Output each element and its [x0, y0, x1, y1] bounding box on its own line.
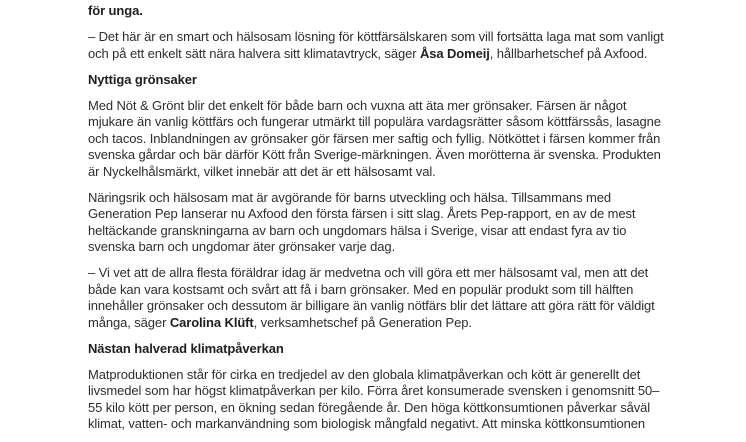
body-text: är Nyckelhålsmärkt, vilket innebär att det är ett hälsosamt val.: [88, 163, 436, 179]
text-line: [88, 400, 738, 417]
body-text: , hållbarhetschef på Axfood.: [489, 45, 648, 61]
text-line: [88, 223, 738, 240]
section-heading: [88, 72, 738, 89]
text-line: [88, 131, 738, 148]
section-heading: [88, 341, 738, 358]
text-line: [88, 298, 738, 315]
text-line: [88, 239, 738, 256]
body-text: 55 kilo kött per person, en ökning sedan föregående år. Den höga köttkonsumtionen påverkar såväl: [88, 399, 651, 415]
bold-text: för unga.: [88, 3, 143, 18]
body-text: , verksamhetschef på Generation Pep.: [253, 314, 472, 330]
body-text: innehåller grönsaker och dessutom är billigare än vanlig nötfärs blir det lättare att göra rätt för väldigt: [88, 298, 655, 313]
text-line: [88, 206, 738, 223]
body-text: Matproduktionen står för cirka en tredjedel av den globala klimatpåverkan och kött är generellt det: [88, 366, 641, 382]
text-line: [88, 164, 738, 181]
body-text: och på ett enkelt sätt nära halvera sitt klimatavtryck, säger: [88, 45, 420, 61]
body-text: heltäckande granskningarna av barn och ungdomars hälsa i Sverige, visar att endast fyra av tio: [88, 222, 627, 238]
paragraph: [88, 265, 738, 331]
body-text: Generation Pep lanserar nu Axfood den första färsen i sitt slag. Årets Pep-rapport, en av de mest: [88, 206, 636, 221]
text-line: [88, 190, 738, 207]
text-line: [88, 46, 738, 63]
bold-text: Carolina Klüft: [169, 314, 254, 330]
bold-text: Nyttiga grönsaker: [88, 71, 197, 87]
body-text: både kan vara kostsamt och svårt att få i barn grönsaker. Med en populär produkt som till hälften: [88, 281, 634, 297]
paragraph: [88, 367, 738, 433]
bold-text: Nästan halverad klimatpåverkan: [88, 340, 284, 356]
text-line: [88, 98, 738, 115]
text-line: [88, 367, 738, 384]
text-line: [88, 315, 738, 332]
body-text: svenska gårdar och bär därför Kött från Sverige-märkningen. Även morötterna är svenska. Produkten: [88, 147, 661, 162]
body-text: mjukare än vanlig köttfärs och fungerar utmärkt till populära vardagsrätter såsom köttfärssås, lasagne: [88, 114, 661, 129]
body-text: Näringsrik och hälsosam mat är avgörande för barns utveckling och hälsa. Tillsammans med: [88, 189, 611, 205]
text-line: [88, 3, 738, 20]
text-line: [88, 265, 738, 282]
body-text: – Det här är en smart och hälsosam lösning för köttfärsälskaren som vill fortsätta laga mat som vanligt: [88, 29, 664, 44]
text-line: [88, 29, 738, 46]
body-text: klimat, vatten- och markanvändning som biologisk mångfald negativt. Att minska köttkonsumtionen: [88, 416, 646, 431]
text-line: [88, 282, 738, 299]
body-text: och tacos. Inblandningen av grönsaker gör färsen mer saftig och fyllig. Nötköttet i färsen kommer från: [88, 130, 661, 146]
text-line: [88, 147, 738, 164]
text-line: [88, 341, 738, 358]
bold-text: Åsa Domeij: [419, 45, 490, 61]
text-line: [88, 114, 738, 131]
body-text: Med Nöt & Grönt blir det enkelt för både barn och vuxna att äta mer grönsaker. Färsen är något: [88, 97, 627, 113]
paragraph: [88, 190, 738, 256]
paragraph: [88, 98, 738, 181]
text-line: [88, 72, 738, 89]
paragraph: [88, 3, 738, 20]
text-line: [88, 383, 738, 400]
body-text: svenska barn och ungdomar äter grönsaker varje dag.: [88, 239, 396, 254]
body-text: många, säger: [88, 314, 170, 330]
body-text: – Vi vet att de allra flesta föräldrar idag är medvetna och vill göra ett mer hälsosamt val, men att det: [88, 265, 649, 280]
text-line: [88, 416, 738, 433]
body-text: livsmedel som har högst klimatpåverkan per kilo. Förra året konsumerade svensken i genomsnitt 50–: [88, 383, 660, 398]
paragraph: [88, 29, 738, 62]
press-release-document: [88, 3, 738, 442]
